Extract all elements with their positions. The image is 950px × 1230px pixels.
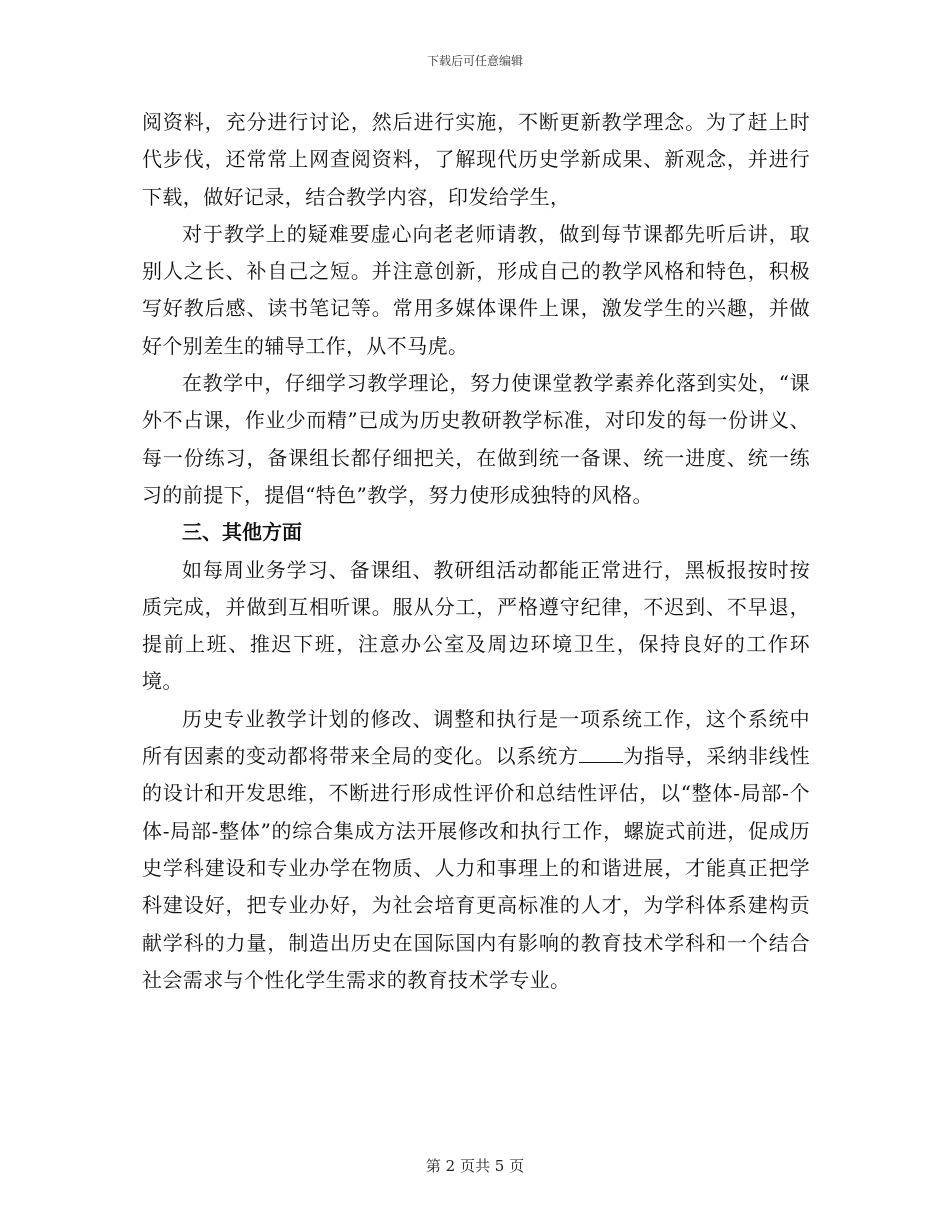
page-footer: 第 2 页共 5 页 — [425, 1157, 525, 1175]
paragraph-teaching-questions: 对于教学上的疑难要虚心向老老师请教，做到每节课都先听后讲，取别人之长、补自己之短。并注意创新，形成自己的教学风格和特色，积极写好教后感、读书笔记等。常用多媒体课件上课，激发学生的兴趣，并做好个别差生的辅导工作，从不马虎。 — [142, 221, 810, 358]
page-header: 下载后可任意编辑 — [426, 54, 523, 68]
curriculum-text-after-blank: 为指导，采纳非线性的设计和开发思维，不断进行形成性评价和总结性评估，以“整体-局部-个体-局部-整体”的综合集成方法开展修改和执行工作，螺旋式前进，促成历史学科建设和专业办学在物质、人力和事理上的和谐进展，才能真正把学科建设好，把专业办好，为社会培育更高标准的人才，为学科体系建构贡献学科的力量，制造出历史在国际国内有影响的教育技术学科和一个结合社会需求与个性化学生需求的教育技术学专业。 — [142, 744, 810, 992]
paragraph-curriculum-plan — [142, 701, 810, 999]
fill-in-blank — [579, 744, 623, 763]
curriculum-text-before-blank: 历史专业教学计划的修改、调整和执行是一项系统工作，这个系统中所有因素的变动都将带来全局的变化。以系统方 — [142, 706, 810, 769]
section-title-other-aspects: 三、其他方面 — [182, 520, 302, 545]
paragraph-teaching-theory: 在教学中，仔细学习教学理论，努力使课堂教学素养化落到实处，“课外不占课，作业少而精”已成为历史教研教学标准，对印发的每一份讲义、每一份练习，备课组长都仔细把关，在做到统一备课、统一进度、统一练习的前提下，提倡“特色”教学，努力使形成独特的风格。 — [142, 371, 810, 507]
paragraph-continued: 阅资料，充分进行讨论，然后进行实施，不断更新教学理念。为了赶上时代步伐，还常常上网查阅资料，了解现代历史学新成果、新观念，并进行下载，做好记录，结合教学内容，印发给学生， — [142, 110, 810, 209]
document-body — [142, 104, 810, 999]
paragraph-weekly-activities: 如每周业务学习、备课组、教研组活动都能正常进行，黑板报按时按质完成，并做到互相听课。服从分工，严格遵守纪律，不迟到、不早退，提前上班、推迟下班，注意办公室及周边环境卫生，保持良好的工作环境。 — [142, 557, 810, 694]
